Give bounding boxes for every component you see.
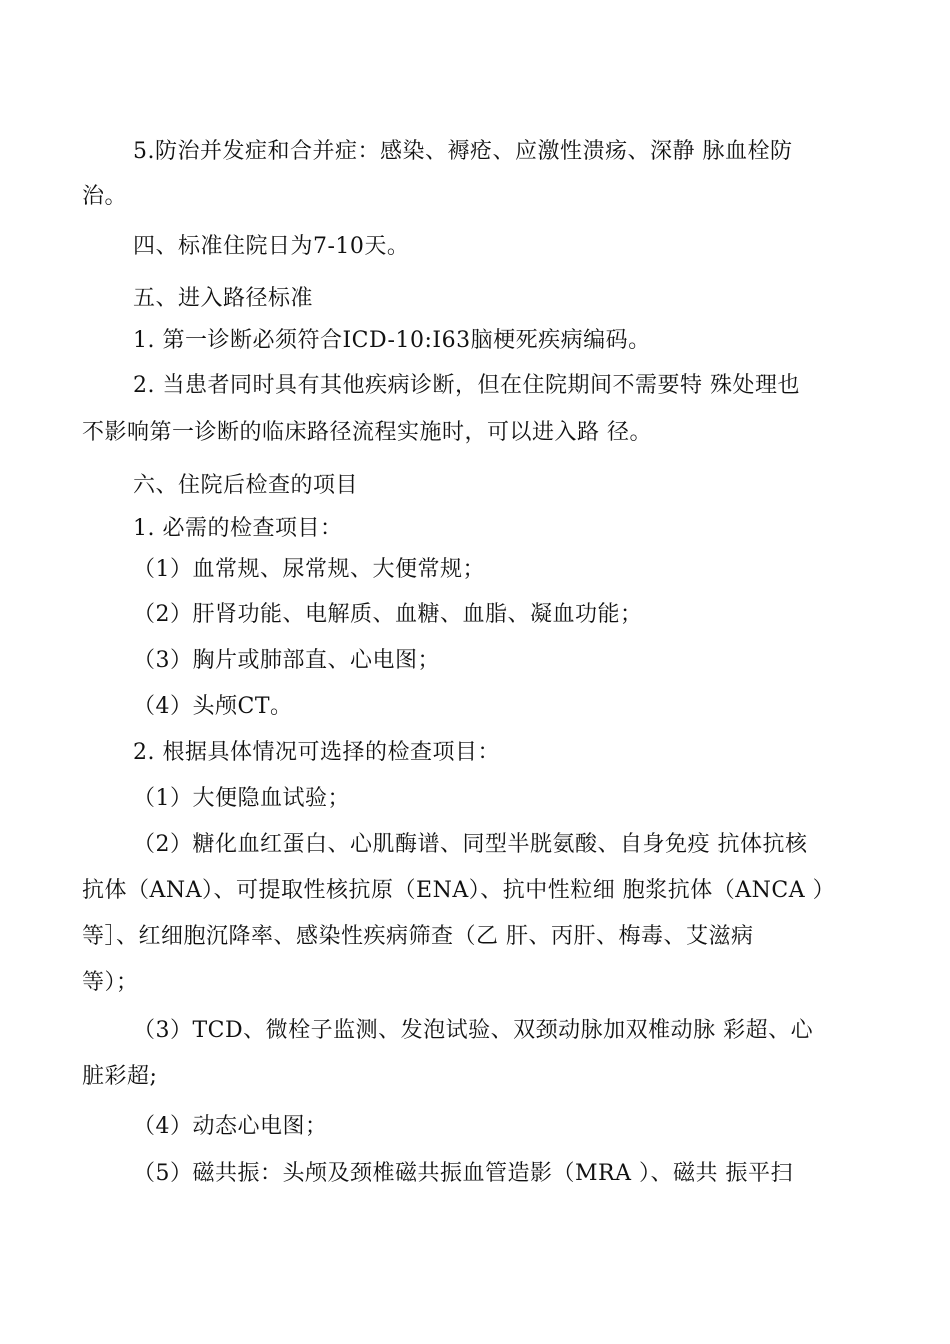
exams-optional-item-3-line-1: （3）TCD、微栓子监测、发泡试验、双颈动脉加双椎动脉 彩超、心 xyxy=(133,1018,814,1043)
exams-optional-item-2-line-2: 抗体（ANA）、可提取性核抗原（ENA）、抗中性粒细 胞浆抗体（ANCA ） xyxy=(82,878,836,903)
criteria-item-1: 1. 第一诊断必须符合ICD-10:I63脑梗死疾病编码。 xyxy=(133,328,651,353)
paragraph-complications-line-2: 治。 xyxy=(82,184,128,209)
exams-optional-heading: 2. 根据具体情况可选择的检查项目： xyxy=(133,740,500,765)
exams-optional-item-1: （1）大便隐血试验； xyxy=(133,786,350,811)
exams-optional-item-4: （4）动态心电图； xyxy=(133,1114,328,1139)
exams-optional-item-2-line-1: （2）糖化血红蛋白、心肌酶谱、同型半胱氨酸、自身免疫 抗体抗核 xyxy=(133,832,808,857)
exams-required-item-3: （3）胸片或肺部直、心电图； xyxy=(133,648,440,673)
exams-required-item-2: （2）肝肾功能、电解质、血糖、血脂、凝血功能； xyxy=(133,602,643,627)
section-heading-pathway-criteria: 五、进入路径标准 xyxy=(133,286,314,311)
section-heading-hospital-stay: 四、标准住院日为7-10天。 xyxy=(133,234,410,259)
criteria-item-2-line-2: 不影响第一诊断的临床路径流程实施时，可以进入路 径。 xyxy=(82,420,652,445)
section-heading-exams: 六、住院后检查的项目 xyxy=(133,473,359,498)
exams-optional-item-2-line-4: 等）； xyxy=(82,970,139,995)
exams-optional-item-2-line-3: 等］、红细胞沉降率、感染性疾病筛查（乙 肝、丙肝、梅毒、艾滋病 xyxy=(82,924,754,949)
paragraph-complications-line-1: 5.防治并发症和合并症：感染、褥疮、应激性溃疡、深静 脉血栓防 xyxy=(133,139,793,164)
exams-optional-item-5-line-1: （5）磁共振：头颅及颈椎磁共振血管造影（MRA ）、磁共 振平扫 xyxy=(133,1161,793,1186)
criteria-item-2-line-1: 2. 当患者同时具有其他疾病诊断，但在住院期间不需要特 殊处理也 xyxy=(133,373,800,398)
exams-optional-item-3-line-2: 脏彩超; xyxy=(82,1064,158,1089)
exams-required-item-1: （1）血常规、尿常规、大便常规； xyxy=(133,557,485,582)
exams-required-heading: 1. 必需的检查项目： xyxy=(133,516,343,541)
exams-required-item-4: （4）头颅CT。 xyxy=(133,694,293,719)
